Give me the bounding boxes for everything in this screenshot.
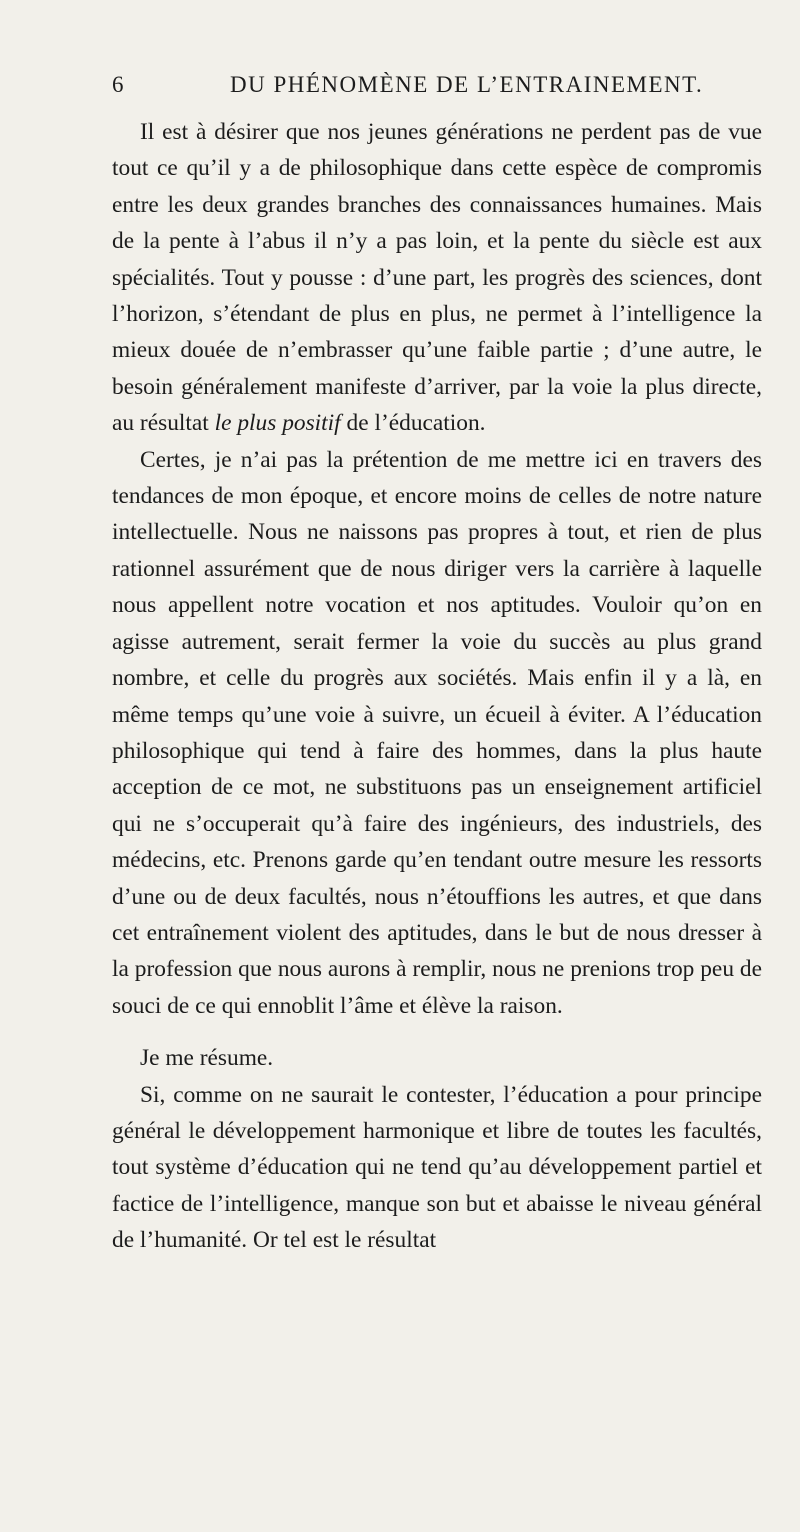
- italic-phrase: le plus positif: [214, 410, 341, 437]
- paragraph-1: [112, 114, 762, 442]
- body-text: [112, 114, 762, 1259]
- paragraph-1-end: de l’éducation.: [340, 410, 486, 437]
- page-number: 6: [112, 72, 125, 97]
- paragraph-2: Certes, je n’ai pas la prétention de me mettre ici en travers des tendances de mon époque, et encore moins de celles de notre nature intellectuelle. Nous ne naissons pas propres à tout, et rien de plus rationnel assurément que de nous diriger vers la carrière à laquelle nous appellent notre vocation et nos aptitudes. Vouloir qu’on en agisse autrement, serait fermer la voie du succès au plus grand nombre, et celle du progrès aux sociétés. Mais enfin il y a là, en même temps qu’une voie à suivre, un écueil à éviter. A l’éducation philosophique qui tend à faire des hommes, dans la plus haute acception de ce mot, ne substituons pas un enseignement artificiel qui ne s’occuperait qu’à faire des ingénieurs, des industriels, des médecins, etc. Prenons garde qu’en tendant outre mesure les ressorts d’une ou de deux facultés, nous n’étouffions les autres, et que dans cet entraînement violent des aptitudes, dans le but de nous dresser à la profession que nous aurons à remplir, nous ne prenions trop peu de souci de ce qui ennoblit l’âme et élève la raison.: [112, 446, 762, 1019]
- running-head: [112, 72, 762, 112]
- running-title: DU PHÉNOMÈNE DE L’ENTRAINEMENT.: [230, 72, 704, 97]
- paragraph-1-text: Il est à désirer que nos jeunes générations ne perdent pas de vue tout ce qu’il y a de philosophique dans cette espèce de compromis entre les deux grandes branches des connaissances humaines. Mais de la pente à l’abus il n’y a pas loin, et la pente du siècle est aux spécialités. Tout y pousse : d’une part, les progrès des sciences, dont l’horizon, s’étendant de plus en plus, ne permet à l’intelligence la mieux douée de n’embrasser qu’une faible partie ; d’une autre, le besoin généralement manifeste d’arriver, par la voie la plus directe, au résultat: [112, 119, 762, 437]
- paragraph-3: Je me résume.: [140, 1045, 274, 1072]
- paragraph-4: Si, comme on ne saurait le contester, l’éducation a pour principe général le développement harmonique et libre de toutes les facultés, tout système d’éducation qui ne tend qu’au développement partiel et factice de l’intelligence, manque son but et abaisse le niveau général de l’humanité. Or tel est le résultat: [112, 1081, 762, 1254]
